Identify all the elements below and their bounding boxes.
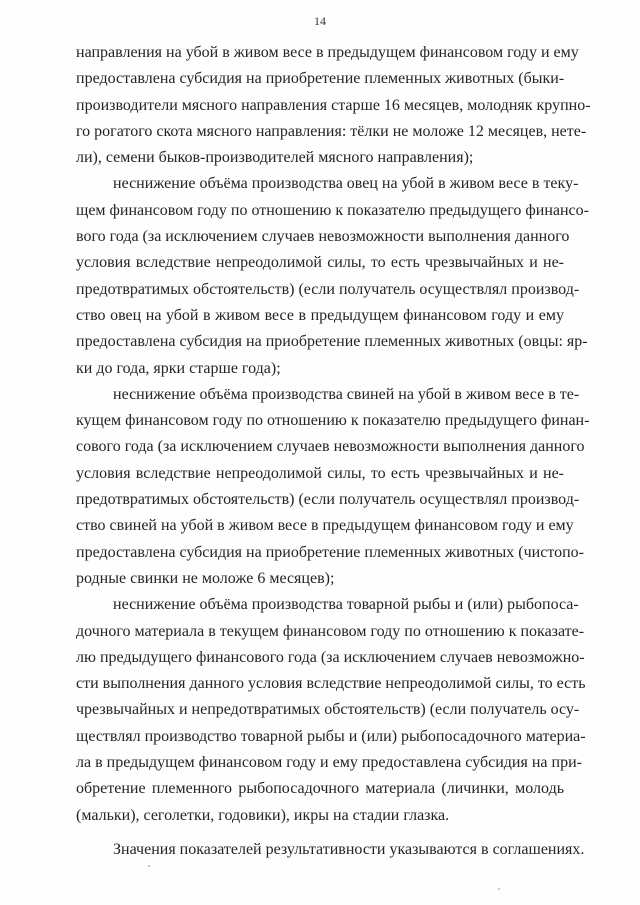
page-number: 14 xyxy=(314,14,326,28)
text-line: дочного материала в текущем финансовом году по отношению к показате- xyxy=(76,622,585,640)
text-line: предоставлена субсидия на приобретение племенных животных (быки- xyxy=(76,70,565,88)
document-body xyxy=(76,40,591,863)
text-line: предоставлена субсидия на приобретение племенных животных (чистопо- xyxy=(76,543,584,561)
text-line: го рогатого скота мясного направления: тёлки не моложе 12 месяцев, нете- xyxy=(76,122,587,140)
text-line: ществлял производство товарной рыбы и (или) рыбопосадочного материа- xyxy=(76,727,586,745)
paragraph xyxy=(76,592,586,829)
text-line: предотвратимых обстоятельств) (если получатель осуществлял производ- xyxy=(76,491,580,509)
paragraph xyxy=(76,171,589,381)
text-line: кущем финансовом году по отношению к показателю предыдущего финан- xyxy=(76,412,590,430)
text-line: ла в предыдущем финансовом году и ему предоставлена субсидия на при- xyxy=(76,754,582,772)
text-line: условия вследствие непреодолимой силы, то есть чрезвычайных и не- xyxy=(76,254,564,272)
text-line: производители мясного направления старше 16 месяцев, молодняк крупно- xyxy=(76,96,591,114)
text-line: сти выполнения данного условия вследствие непреодолимой силы, то есть xyxy=(76,675,586,693)
text-line: вого года (за исключением случаев невозможности выполнения данного xyxy=(76,228,570,246)
text-line: ство овец на убой в живом весе в предыдущем финансовом году и ему xyxy=(76,306,564,324)
text-line: родные свинки не моложе 6 месяцев); xyxy=(76,569,335,587)
text-line: неснижение объёма производства товарной рыбы и (или) рыбопоса- xyxy=(113,596,579,614)
text-line: ки до года, ярки старше года); xyxy=(76,359,281,377)
text-line: ство свиней на убой в живом весе в предыдущем финансовом году и ему xyxy=(76,517,574,535)
text-line: обретение племенного рыбопосадочного материала (личинки, молодь xyxy=(76,780,564,798)
paragraph xyxy=(76,40,591,171)
paragraph xyxy=(76,382,590,592)
paragraph xyxy=(76,837,585,863)
text-line: лю предыдущего финансового года (за исключением случаев невозможно- xyxy=(76,648,585,666)
text-line: ли), семени быков-производителей мясного направления); xyxy=(76,149,474,167)
scan-speck xyxy=(498,888,500,890)
text-line: неснижение объёма производства свиней на убой в живом весе в те- xyxy=(113,385,580,403)
text-line: сового года (за исключением случаев невозможности выполнения данного xyxy=(76,438,585,456)
scan-speck xyxy=(148,865,150,867)
text-line: предоставлена субсидия на приобретение племенных животных (овцы: яр- xyxy=(76,333,588,351)
text-line: Значения показателей результативности указываются в соглашениях. xyxy=(113,840,585,858)
text-line: (мальки), сеголетки, годовики), икры на стадии глазка. xyxy=(76,806,450,824)
text-line: чрезвычайных и непредотвратимых обстоятельств) (если получатель осу- xyxy=(76,701,580,719)
text-line: неснижение объёма производства овец на убой в живом весе в теку- xyxy=(113,175,579,193)
text-line: направления на убой в живом весе в предыдущем финансовом году и ему xyxy=(76,44,579,61)
text-line: условия вследствие непреодолимой силы, то есть чрезвычайных и не- xyxy=(76,464,564,482)
text-line: щем финансовом году по отношению к показателю предыдущего финансо- xyxy=(76,201,589,219)
text-line: предотвратимых обстоятельств) (если получатель осуществлял производ- xyxy=(76,280,580,298)
